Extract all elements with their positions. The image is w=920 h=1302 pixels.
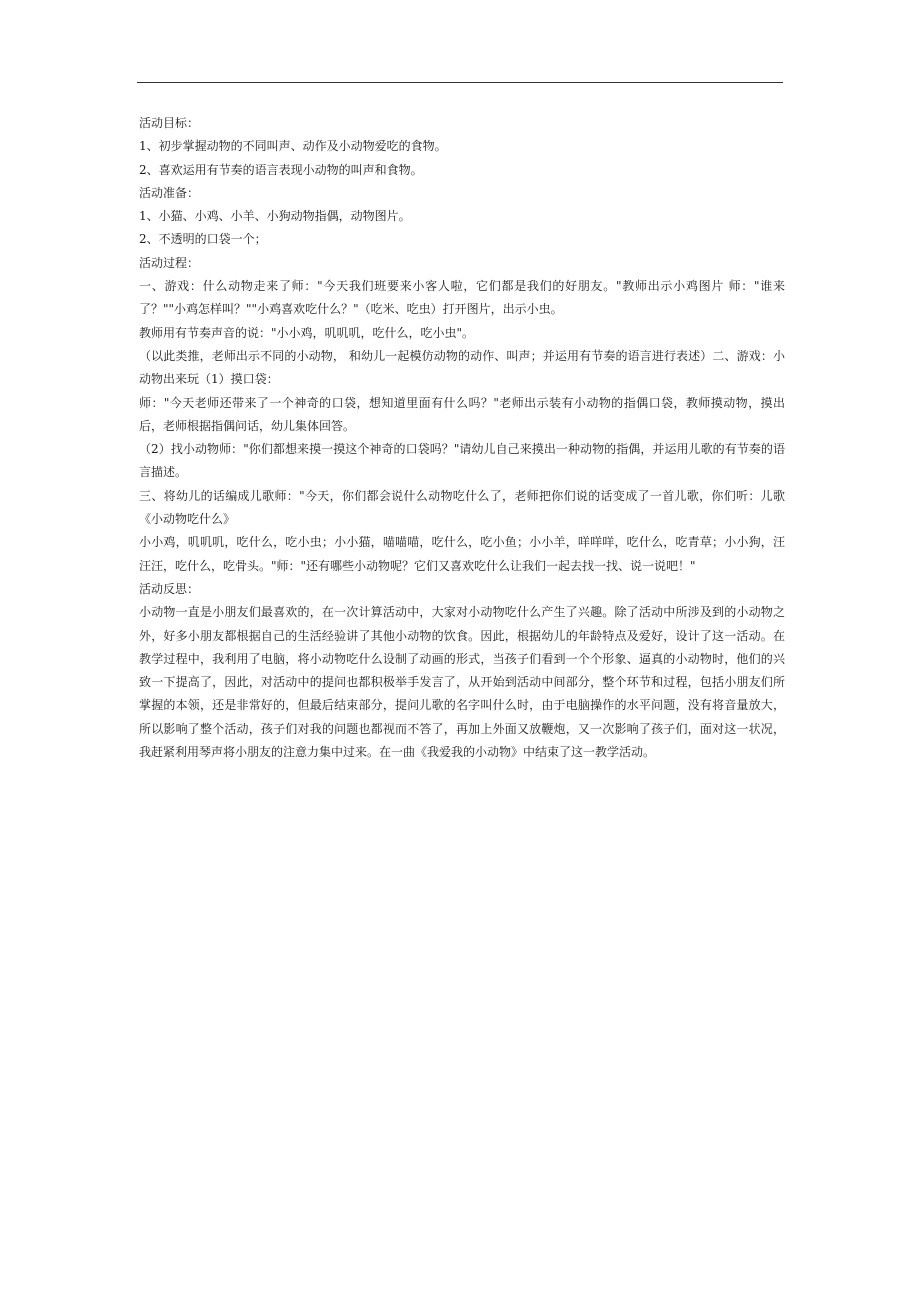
process-paragraph-3: （以此类推，老师出示不同的小动物， 和幼儿一起模仿动物的动作、叫声；并运用有节奏的语言进行表述）二、游戏：小动物出来玩（1）摸口袋：	[139, 348, 785, 387]
goal-item-2: 2、喜欢运用有节奏的语言表现小动物的叫声和食物。	[139, 162, 423, 177]
section-heading-preparation: 活动准备：	[139, 185, 200, 200]
header-rule	[137, 82, 783, 83]
preparation-item-1: 1、小猫、小鸡、小羊、小狗动物指偶，动物图片。	[139, 209, 411, 224]
nursery-rhyme-paragraph: 小小鸡，叽叽叽，吃什么，吃小虫；小小猫，喵喵喵，吃什么，吃小鱼；小小羊，咩咩咩，吃什么，吃青草；小小狗，汪汪汪，吃什么，吃骨头。"师："还有哪些小动物呢？它们又喜欢吃什么让我们一起去找一找、说一说吧！"	[139, 535, 785, 573]
process-paragraph-2: 教师用有节奏声音的说："小小鸡，叽叽叽，吃什么，吃小虫"。	[139, 325, 475, 340]
process-paragraph-6: 三、将幼儿的话编成儿歌师："今天，你们都会说什么动物吃什么了，老师把你们说的话变成了一首儿歌，你们听：儿歌《小动物吃什么》	[139, 488, 785, 527]
section-heading-goals: 活动目标：	[139, 116, 200, 130]
section-heading-reflection: 活动反思：	[139, 581, 200, 596]
process-paragraph-4: 师："今天老师还带来了一个神奇的口袋，想知道里面有什么吗？"老师出示装有小动物的指偶口袋，教师摸动物，摸出后，老师根据指偶问话，幼儿集体回答。	[139, 395, 785, 433]
section-heading-process: 活动过程：	[139, 255, 200, 270]
document-body	[139, 112, 785, 764]
preparation-item-2: 2、不透明的口袋一个；	[139, 232, 267, 247]
reflection-paragraph: 小动物一直是小朋友们最喜欢的，在一次计算活动中，大家对小动物吃什么产生了兴趣。除了活动中所涉及到的小动物之外，好多小朋友都根据自己的生活经验讲了其他小动物的饮食。因此，根据幼儿的年龄特点及爱好，设计了这一活动。在教学过程中，我利用了电脑，将小动物吃什么设制了动画的形式，当孩子们看到一个个形象、逼真的小动物时，他们的兴致一下提高了，因此，对活动中的提问也都积极举手发言了，从开始到活动中间部分，整个环节和过程，包括小朋友们所掌握的本领，还是非常好的，但最后结束部分，提问儿歌的名字叫什么时，由于电脑操作的水平问题，没有将音量放大，所以影响了整个活动，孩子们对我的问题也都视而不答了，再加上外面又放鞭炮，又一次影响了孩子们，面对这一状况，我赶紧利用琴声将小朋友的注意力集中过来。在一曲《我爱我的小动物》中结束了这一教学活动。	[139, 605, 785, 760]
process-paragraph-1: 一、游戏：什么动物走来了师："今天我们班要来小客人啦，它们都是我们的好朋友。"教师出示小鸡图片 师："谁来了？""小鸡怎样叫？""小鸡喜欢吃什么？"（吃米、吃虫）打开图片，出示小虫。	[139, 279, 785, 317]
process-paragraph-5: （2）找小动物师："你们都想来摸一摸这个神奇的口袋吗？"请幼儿自己来摸出一种动物的指偶，并运用儿歌的有节奏的语言描述。	[139, 442, 785, 480]
goal-item-1: 1、初步掌握动物的不同叫声、动作及小动物爱吃的食物。	[139, 139, 447, 154]
